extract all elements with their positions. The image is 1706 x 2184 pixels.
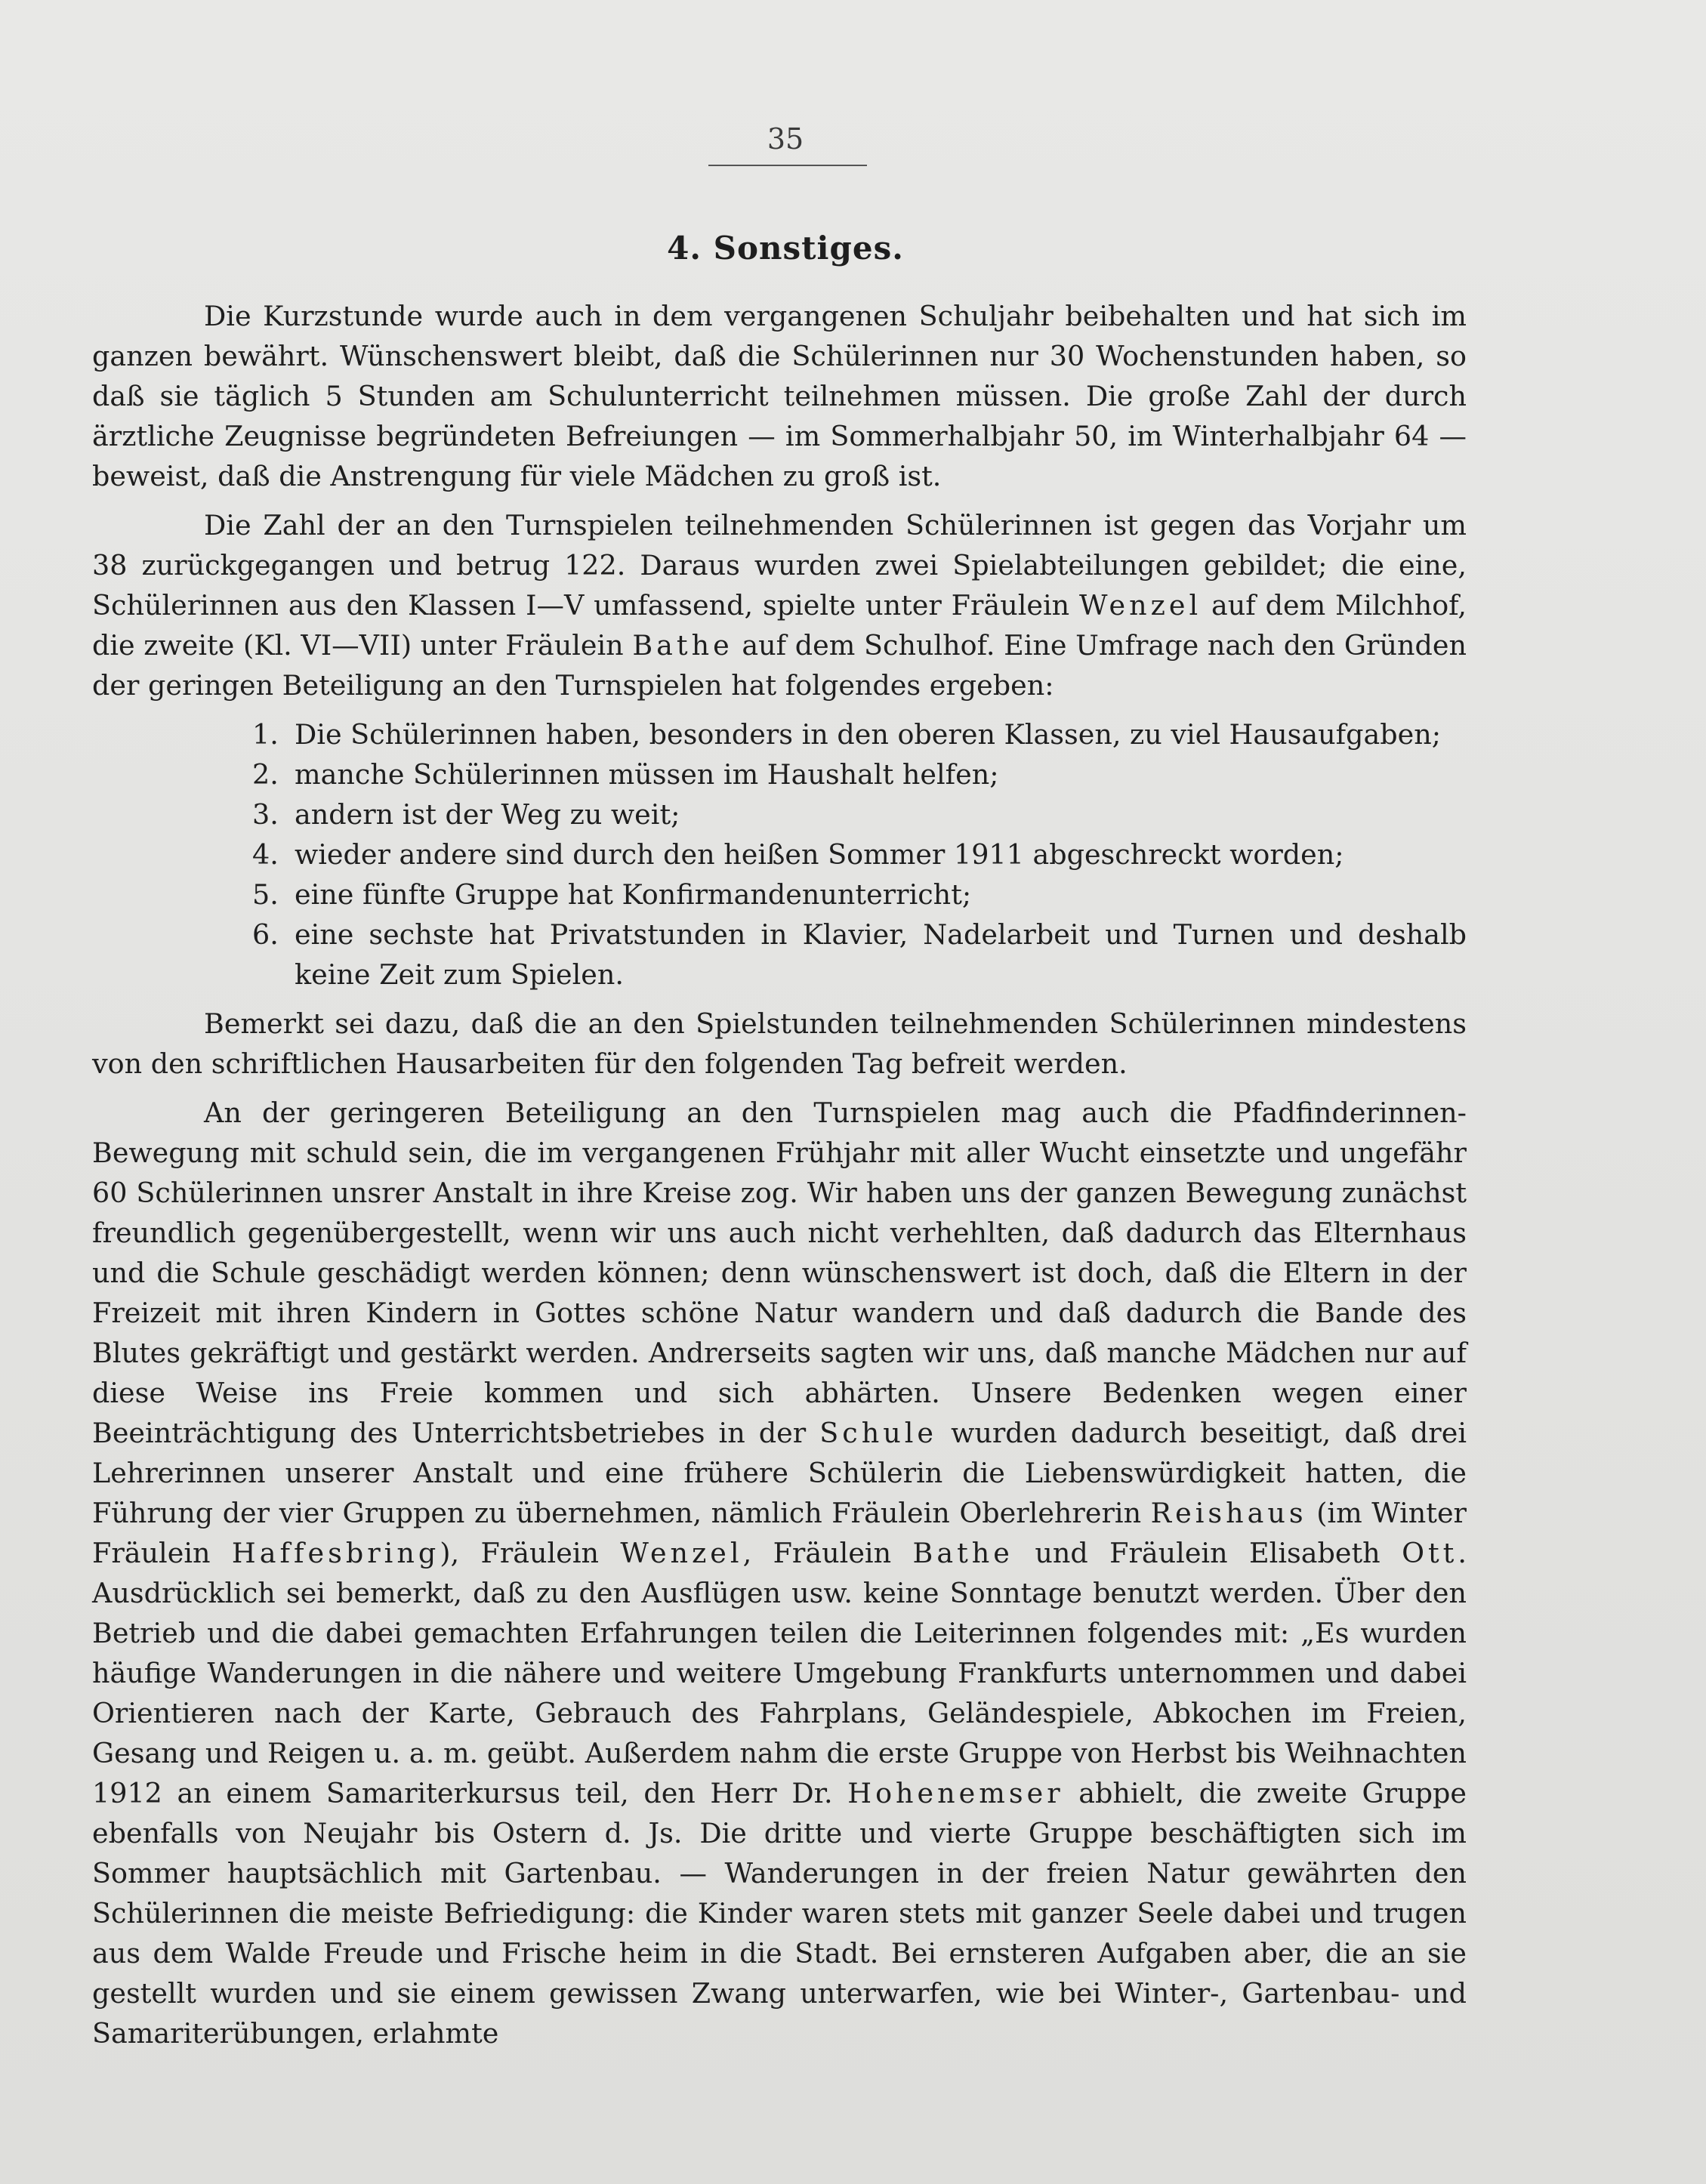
- text-run: und Fräulein Elisabeth: [1035, 1537, 1381, 1569]
- list-item-number: 4.: [252, 838, 279, 871]
- list-item-number: 2.: [252, 758, 279, 791]
- text-run: auf dem Schulhof. Eine Umfrage nach den Gründen der geringen Beteiligung an den Turnspielen hat folgendes ergeben:: [92, 629, 1467, 702]
- text-run: auf dem Milchhof, die zweite (Kl. VI—VII) unter Fräulein: [92, 589, 1467, 662]
- list-item: [92, 834, 1467, 875]
- page-number: 35: [767, 122, 804, 156]
- person-name: Reishaus: [1150, 1497, 1307, 1529]
- list-item-number: 5.: [252, 878, 279, 911]
- list-item-number: 3.: [252, 798, 279, 831]
- page-number-rule: [708, 165, 867, 166]
- text-run: Die Zahl der an den Turnspielen teilnehmenden Schülerinnen ist gegen das Vorjahr um 38 zurückgegangen und betrug 122. Daraus wurden zwei Spielabteilungen gebildet; die eine, Schülerinnen aus den Klassen I—V umfassend, spielte unter Fräulein: [92, 509, 1467, 622]
- text-run: wurden dadurch beseitigt, daß drei Lehrerinnen unserer Anstalt und eine frühere Schülerin die Liebenswürdigkeit hatten, die Führung der vier Gruppen zu übernehmen, nämlich Fräulein Oberlehrerin: [92, 1417, 1467, 1529]
- paragraph-bemerkt: Bemerkt sei dazu, daß die an den Spielstunden teilnehmenden Schülerinnen mindestens von den schriftlichen Hausarbeiten für den folgenden Tag befreit werden.: [92, 1007, 1467, 1080]
- list-item-text: Die Schülerinnen haben, besonders in den oberen Klassen, zu viel Hausaufgaben;: [295, 718, 1442, 751]
- paragraph-pfadfinderinnen: [92, 1093, 1467, 2053]
- paragraph-kurzstunde: Die Kurzstunde wurde auch in dem vergangenen Schuljahr beibehalten und hat sich im ganzen bewährt. Wünschenswert bleibt, daß die Schülerinnen nur 30 Wochenstunden haben, so daß sie täglich 5 Stunden am Schulunterricht teilnehmen müssen. Die große Zahl der durch ärztliche Zeugnisse begründeten Befreiungen — im Sommerhalbjahr 50, im Winterhalbjahr 64 — beweist, daß die Anstrengung für viele Mädchen zu groß ist.: [92, 300, 1467, 492]
- list-item: [92, 754, 1467, 794]
- text-run: abhielt, die zweite Gruppe ebenfalls von Neujahr bis Ostern d. Js. Die dritte und vierte Gruppe beschäftigten sich im Sommer hauptsächlich mit Gartenbau. — Wanderungen in der freien Natur gewährten den Schülerinnen die meiste Befriedigung: die Kinder waren stets mit ganzer Seele dabei und trugen aus dem Walde Freude und Frische heim in die Stadt. Bei ernsteren Aufgaben aber, die an sie gestellt wurden und sie einem gewissen Zwang unterwarfen, wie bei Winter-, Gartenbau- und Samariterübungen, erlahmte: [92, 1777, 1467, 2050]
- list-item-text: eine fünfte Gruppe hat Konfirmandenunterricht;: [295, 878, 972, 911]
- list-item: [92, 794, 1467, 834]
- list-item-text: eine sechste hat Privatstunden in Klavier, Nadelarbeit und Turnen und deshalb keine Zeit zum Spielen.: [295, 918, 1467, 991]
- person-name: Bathe: [632, 629, 733, 662]
- person-name: Wenzel: [1079, 589, 1202, 622]
- text-run: (im Winter Fräulein: [92, 1497, 1467, 1569]
- section-heading: 4. Sonstiges.: [667, 230, 904, 267]
- person-name: Ott: [1402, 1537, 1458, 1569]
- reasons-list: [92, 714, 1467, 995]
- list-item: [92, 875, 1467, 915]
- list-item: [92, 714, 1467, 754]
- list-item: [92, 915, 1467, 995]
- person-name: Bathe: [912, 1537, 1013, 1569]
- person-name: Hohenemser: [847, 1777, 1064, 1809]
- text-run: . Ausdrücklich sei bemerkt, daß zu den Ausflügen usw. keine Sonntage benutzt werden. Über den Betrieb und die dabei gemachten Erfahrungen teilen die Leiterinnen folgendes mit: „Es wurden häufige Wanderungen in die nähere und weitere Umgebung Frankfurts unternommen und dabei Orientieren nach der Karte, Gebrauch des Fahrplans, Geländespiele, Abkochen im Freien, Gesang und Reigen u. a. m. geübt. Außerdem nahm die erste Gruppe von Herbst bis Weihnachten 1912 an einem Samariterkursus teil, den Herr Dr.: [92, 1537, 1467, 1809]
- list-item-text: manche Schülerinnen müssen im Haushalt helfen;: [295, 758, 999, 791]
- list-item-number: 1.: [252, 718, 279, 751]
- list-item-number: 6.: [252, 918, 279, 951]
- text-run: , Fräulein: [742, 1537, 892, 1569]
- list-item-text: andern ist der Weg zu weit;: [295, 798, 680, 831]
- person-name: Wenzel: [620, 1537, 743, 1569]
- emphasized-word: Schule: [819, 1417, 938, 1449]
- paragraph-turnspiele: [92, 505, 1467, 705]
- body-text: [92, 296, 1467, 2062]
- person-name: Haffesbring: [231, 1537, 440, 1569]
- text-run: An der geringeren Beteiligung an den Turnspielen mag auch die Pfadfinderinnen-Bewegung mit schuld sein, die im vergangenen Frühjahr mit aller Wucht einsetzte und ungefähr 60 Schülerinnen unsrer Anstalt in ihre Kreise zog. Wir haben uns der ganzen Bewegung zunächst freundlich gegenübergestellt, wenn wir uns auch nicht verhehlten, daß dadurch das Elternhaus und die Schule geschädigt werden können; denn wünschenswert ist doch, daß die Eltern in der Freizeit mit ihren Kindern in Gottes schöne Natur wandern und daß dadurch die Bande des Blutes gekräftigt und gestärkt werden. Andrerseits sagten wir uns, daß manche Mädchen nur auf diese Weise ins Freie kommen und sich abhärten. Unsere Bedenken wegen einer Beeinträchtigung des Unterrichtsbetriebes in der: [92, 1097, 1467, 1449]
- text-run: ), Fräulein: [440, 1537, 599, 1569]
- list-item-text: wieder andere sind durch den heißen Sommer 1911 abgeschreckt worden;: [295, 838, 1344, 871]
